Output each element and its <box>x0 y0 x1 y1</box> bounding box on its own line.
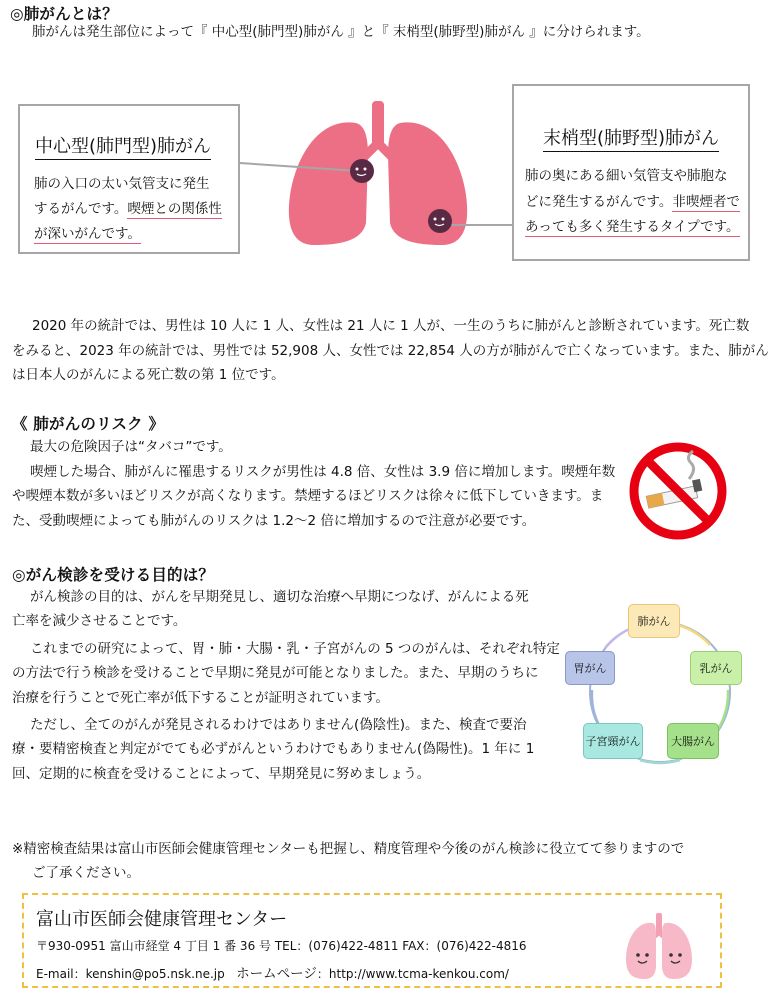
central-type-box <box>18 104 240 254</box>
cycle-node-breast: 乳がん <box>690 651 742 685</box>
cycle-node-lung: 肺がん <box>628 604 680 638</box>
peripheral-type-line: 肺の奥にある細い気管支や肺胞な <box>525 168 728 184</box>
homepage-label: ホームページ <box>236 966 317 982</box>
stats-line: をみると、2023 年の統計では、男性では 52,908 人、女性では 22,854 人の方が肺がんで亡くなっています。また、肺がん <box>12 343 769 359</box>
risk-line: 喫煙した場合、肺がんに罹患するリスクが男性は 4.8 倍、女性は 3.9 倍に増加します。喫煙年数 <box>30 464 616 480</box>
cycle-node-stomach: 胃がん <box>565 651 615 685</box>
peripheral-tumor <box>428 209 452 233</box>
no-smoking-icon <box>627 441 729 541</box>
org-address: 〒930-0951 富山市経堂 4 丁目 1 番 36 号 TEL：(076)422-4811 FAX：(076)422-4816 <box>36 939 527 953</box>
central-type-title: 中心型(肺門型)肺がん <box>35 132 211 160</box>
central-type-text: するがんです。 <box>34 201 128 217</box>
risk-line: や喫煙本数が多いほどリスクが高くなります。禁煙するほどリスクは徐々に低下していきます。ま <box>12 488 604 504</box>
right-lung <box>388 122 467 245</box>
lungs-illustration <box>240 95 512 265</box>
intro-text: 肺がんは発生部位によって『 中心型(肺門型)肺がん 』と『 末梢型(肺野型)肺がん 』に分けられます。 <box>32 24 650 40</box>
org-web-row <box>36 962 509 982</box>
risk-heading: 《 肺がんのリスク 》 <box>12 415 165 433</box>
screening-line: これまでの研究によって、胃・肺・大腸・乳・子宮がんの 5 つのがんは、それぞれ特定 <box>30 641 560 657</box>
peripheral-type-box <box>512 84 750 261</box>
peripheral-type-highlight: 非喫煙者で <box>672 194 740 210</box>
risk-line: 最大の危険因子は“タバコ”です。 <box>30 439 232 455</box>
central-type-line <box>34 222 141 242</box>
peripheral-type-text: どに発生するがんです。 <box>525 194 673 210</box>
peripheral-type-highlight: あっても多く発生するタイプです。 <box>525 219 740 235</box>
stats-line: 2020 年の統計では、男性は 10 人に 1 人、女性は 21 人に 1 人が、一生のうちに肺がんと診断されています。死亡数 <box>32 318 750 334</box>
note-line: ※精密検査結果は富山市医師会健康管理センターも把握し、精度管理や今後のがん検診に役立てて参りますので <box>12 841 685 857</box>
cycle-node-cervical: 子宮頸がん <box>583 723 643 759</box>
screening-line: の方法で行う検診を受けることで早期に発見が可能となりました。また、早期のうちに <box>12 665 539 681</box>
screening-line: 回、定期的に検査を受けることによって、早期発見に努めましょう。 <box>12 766 431 782</box>
stats-line: は日本人のがんによる死亡数の第 1 位です。 <box>12 367 285 383</box>
left-lung <box>289 122 368 245</box>
screening-line: ただし、全てのがんが発見されるわけではありません(偽陰性)。また、検査で要治 <box>30 717 527 733</box>
note-line: ご了承ください。 <box>32 865 140 881</box>
cycle-node-colon: 大腸がん <box>667 723 719 759</box>
risk-line: た、受動喫煙によっても肺がんのリスクは 1.2～2 倍に増加するので注意が必要です。 <box>12 513 536 529</box>
screening-line: がん検診の目的は、がんを早期発見し、適切な治療へ早期につなげ、がんによる死 <box>30 589 529 605</box>
central-type-highlight: 喫煙との関係性 <box>127 201 222 217</box>
screening-line: 治療を行うことで死亡率が低下することが証明されています。 <box>12 690 389 706</box>
peripheral-type-line <box>525 215 740 235</box>
smiling-lungs-icon <box>622 911 696 983</box>
screening-line: 亡率を減少させることです。 <box>12 613 187 629</box>
peripheral-type-line <box>525 190 740 210</box>
central-type-highlight: が深いがんです。 <box>34 226 141 242</box>
central-tumor <box>350 159 374 183</box>
section-heading-what-is-lung-cancer: ◎肺がんとは？ <box>10 5 118 23</box>
central-type-line: 肺の入口の太い気管支に発生 <box>34 176 210 192</box>
contact-box <box>22 893 722 988</box>
homepage-url[interactable]: ：http://www.tcma-kenkou.com/ <box>316 967 509 981</box>
central-type-line <box>34 197 222 217</box>
screening-line: 療・要精密検査と判定がでても必ずがんというわけでもありません(偽陽性)。1 年に 1 <box>12 741 535 757</box>
screening-heading: ◎がん検診を受ける目的は？ <box>12 566 215 584</box>
org-name: 富山市医師会健康管理センター <box>36 909 288 930</box>
peripheral-type-title: 末梢型(肺野型)肺がん <box>543 124 719 152</box>
org-email[interactable]: E-mail：kenshin@po5.nsk.ne.jp <box>36 967 225 981</box>
